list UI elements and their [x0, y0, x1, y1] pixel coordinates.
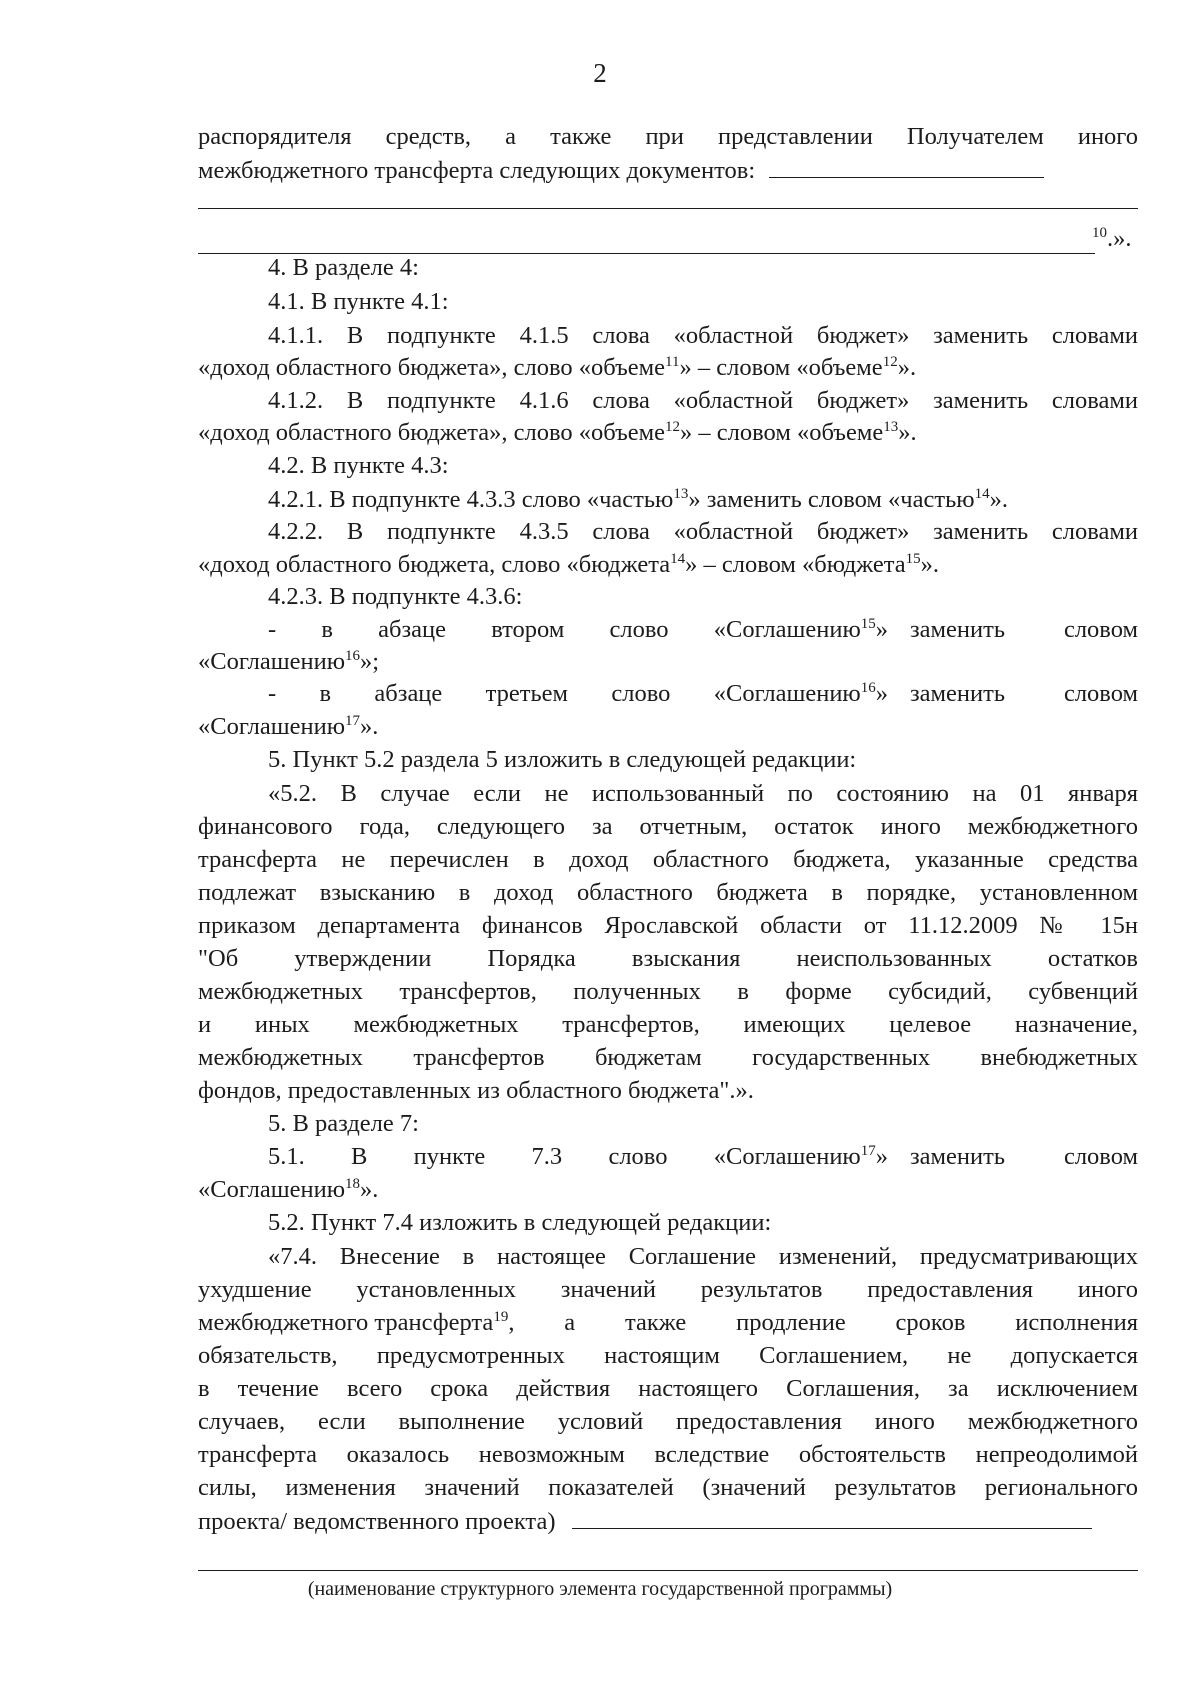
fill-in-line	[198, 208, 1138, 209]
text-line: трансферта не перечислен в доход областного бюджета, указанные средства	[198, 846, 1138, 873]
text-line: обязательств, предусмотренных настоящим Соглашением, не допускается	[198, 1342, 1138, 1369]
text-line	[268, 615, 1138, 645]
footnote-ref: 10	[1092, 224, 1107, 241]
text-line: ухудшение установленных значений результатов предоставления иного	[198, 1276, 1138, 1303]
text-line: «5.2. В случае если не использованный по состоянию на 01 января	[268, 780, 1138, 807]
text-line: 5. Пункт 5.2 раздела 5 изложить в следующей редакции:	[268, 746, 857, 773]
text-line	[198, 647, 379, 677]
text-line-content: ».	[897, 354, 917, 381]
text-line	[268, 1142, 1138, 1172]
text-line-content	[268, 679, 888, 709]
footnote-ref: 15	[860, 615, 876, 632]
text-segment: 5.1. В пункте 7.3 слово «Соглашению	[268, 1143, 861, 1170]
text-line	[198, 1506, 1138, 1537]
text-line-content: » – словом «бюджета	[685, 551, 906, 578]
footnote-ref: 19	[493, 1308, 509, 1325]
text-line-content	[268, 615, 888, 645]
text-line-content: заменить словом	[910, 680, 1138, 707]
text-line: «7.4. Внесение в настоящее Соглашение изменений, предусматривающих	[268, 1243, 1138, 1270]
text-line: 5. В разделе 7:	[268, 1110, 419, 1137]
text-line-content: ».	[989, 486, 1008, 513]
text-segment: »	[875, 1143, 888, 1170]
text-segment: »	[875, 616, 888, 643]
text-line-content: » заменить словом «частью	[688, 486, 975, 513]
field-caption: (наименование структурного элемента государственной программы)	[307, 1578, 893, 1600]
text-line: "Об утверждении Порядка взыскания неиспользованных остатков	[198, 945, 1138, 972]
text-line: 4.1.1. В подпункте 4.1.5 слова «областной бюджет» заменить словами	[268, 322, 1138, 349]
footnote-ref: 12	[882, 353, 898, 370]
text-line-content: ».	[360, 713, 379, 740]
text-line: 5.2. Пункт 7.4 изложить в следующей редакции:	[268, 1209, 772, 1236]
text-segment: - в абзаце втором слово «Соглашению	[268, 616, 861, 643]
text-line-content: ».	[920, 551, 939, 578]
text-line: 4.1. В пункте 4.1:	[268, 288, 449, 315]
text-line: трансферта оказалось невозможным вследствие обстоятельств непреодолимой	[198, 1441, 1138, 1468]
text-segment: межбюджетного трансферта	[198, 1309, 494, 1336]
footnote-ref: 12	[665, 418, 681, 435]
text-line: приказом департамента финансов Ярославской области от 11.12.2009 № 15н	[198, 912, 1138, 939]
text-line-content	[198, 1308, 508, 1338]
text-line	[268, 485, 1008, 515]
text-line-content: »;	[360, 648, 380, 675]
text-line: финансового года, следующего за отчетным, остаток иного межбюджетного	[198, 813, 1138, 840]
text-line-content: заменить словом	[910, 1143, 1138, 1170]
text-line-content: «доход областного бюджета, слово «бюджета	[198, 551, 671, 578]
text-line-content: проекта/ ведомственного проекта)	[198, 1508, 556, 1535]
text-line-content: «Соглашению	[198, 713, 346, 740]
fill-in-blank	[769, 155, 1044, 178]
text-line: в течение всего срока действия настоящего Соглашения, за исключением	[198, 1375, 1138, 1402]
text-line: межбюджетных трансфертов, полученных в форме субсидий, субвенций	[198, 978, 1138, 1005]
footnote-ref: 13	[883, 418, 899, 435]
text-line	[198, 550, 939, 580]
text-line: 4.2. В пункте 4.3:	[268, 452, 449, 479]
text-line: 4.2.2. В подпункте 4.3.5 слова «областной бюджет» заменить словами	[268, 518, 1138, 545]
text-line	[198, 712, 378, 742]
text-line: и иных межбюджетных трансфертов, имеющих целевое назначение,	[198, 1011, 1138, 1038]
text-line-content: » – словом «объеме	[680, 419, 884, 446]
text-line-content: ».	[898, 419, 917, 446]
footnote-ref-line	[1092, 224, 1132, 254]
footnote-ref: 13	[673, 485, 689, 502]
text-line	[198, 353, 916, 383]
text-line: 4.1.2. В подпункте 4.1.6 слова «областной бюджет» заменить словами	[268, 387, 1138, 414]
text-line: 4.2.3. В подпункте 4.3.6:	[268, 583, 523, 610]
text-line-content: «доход областного бюджета», слово «объеме	[198, 354, 666, 381]
text-line	[198, 155, 1138, 186]
text-segment: »	[875, 680, 888, 707]
footnote-ref: 15	[905, 550, 921, 567]
footnote-ref: 18	[345, 1175, 361, 1192]
footnote-ref: 17	[345, 712, 361, 729]
text-line-content: «доход областного бюджета», слово «объеме	[198, 419, 666, 446]
text-segment: - в абзаце третьем слово «Соглашению	[268, 680, 861, 707]
text-line: 4. В разделе 4:	[268, 254, 419, 281]
footnote-ref: 14	[670, 550, 686, 567]
text-line-content	[268, 1142, 888, 1172]
text-line: межбюджетных трансфертов бюджетам государственных внебюджетных	[198, 1044, 1138, 1071]
text-line-content: «Соглашению	[198, 648, 346, 675]
footnote-ref: 11	[665, 353, 680, 370]
text-line-content: межбюджетного трансферта следующих документов:	[198, 157, 756, 184]
footnote-ref: 16	[345, 647, 361, 664]
footnote-ref: 16	[860, 679, 876, 696]
text-line: подлежат взысканию в доход областного бюджета в порядке, установленном	[198, 879, 1138, 906]
text-line: силы, изменения значений показателей (значений результатов регионального	[198, 1474, 1138, 1501]
text-line-content: .».	[1107, 225, 1132, 252]
text-line-content: 4.2.1. В подпункте 4.3.3 слово «частью	[268, 486, 674, 513]
text-line-content: , а также продление сроков исполнения	[508, 1309, 1138, 1336]
text-line	[198, 1308, 1138, 1338]
text-line: фондов, предоставленных из областного бюджета".».	[198, 1077, 754, 1104]
fill-in-line	[198, 1570, 1138, 1571]
text-line	[198, 1175, 378, 1205]
text-line: распорядителя средств, а также при представлении Получателем иного	[198, 123, 1138, 150]
text-line-content: ».	[360, 1176, 379, 1203]
footnote-ref: 17	[860, 1142, 876, 1159]
page-number: 2	[593, 58, 607, 88]
text-line-content: «Соглашению	[198, 1176, 346, 1203]
fill-in-blank	[572, 1506, 1092, 1529]
text-line-content: заменить словом	[910, 616, 1138, 643]
footnote-ref: 14	[974, 485, 990, 502]
text-line	[198, 418, 917, 448]
text-line-content: » – словом «объеме	[679, 354, 883, 381]
text-line	[268, 679, 1138, 709]
text-line: случаев, если выполнение условий предоставления иного межбюджетного	[198, 1408, 1138, 1435]
